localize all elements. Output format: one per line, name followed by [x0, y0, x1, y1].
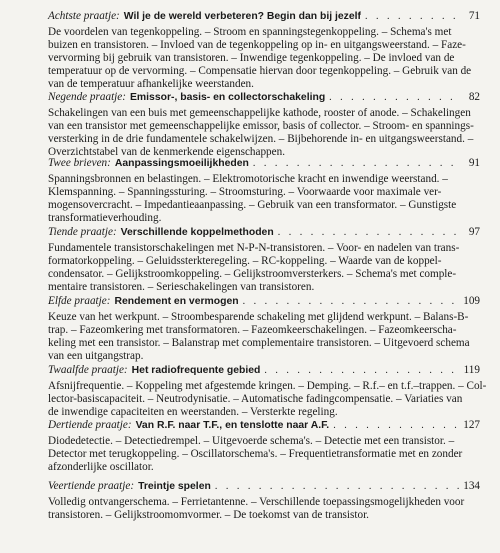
chapter-summary	[48, 173, 480, 225]
toc-entry	[48, 157, 480, 225]
chapter-label: Tiende praatje:	[48, 226, 117, 238]
page-number: 91	[468, 157, 480, 169]
summary-line: lector-basiscapaciteit. – Neutrodynisatie. – Automatische fadingcompensatie. – Variaties van	[48, 392, 463, 405]
page-number: 97	[468, 226, 480, 238]
summary-line: Spanningsbronnen en belastingen. – Elektromotorische kracht en inwendige weerstand. –	[48, 173, 448, 185]
summary-line: Keuze van het werkpunt. – Stroombesparende schakeling met glijdend werkpunt. – Balans-B-	[48, 311, 469, 323]
summary-line: keling met een transistor. – Balanstrap met complementaire transistoren. – Uitgevoerd schema	[48, 336, 470, 349]
dot-leader	[365, 10, 459, 23]
chapter-label: Elfde praatje:	[48, 295, 111, 307]
chapter-title: Van R.F. naar T.F., en tenslotte naar A.F.	[135, 420, 330, 431]
dot-leader	[253, 157, 459, 170]
chapter-title: Emissor-, basis- en collectorschakeling	[129, 92, 326, 103]
page-number: 71	[468, 10, 480, 22]
chapter-summary	[48, 311, 480, 363]
summary-line: Klemspanning. – Spanningssturing. – Stroomsturing. – Voorwaarde voor maximale ver-	[48, 185, 442, 198]
chapter-title: Aanpassingsmoeilijkheden	[114, 158, 249, 169]
chapter-label: Dertiende praatje:	[48, 419, 132, 431]
toc-entry	[48, 10, 480, 91]
dot-leader	[215, 480, 459, 493]
toc-entry	[48, 91, 480, 159]
summary-line: vervorming bij gebruik van transistoren. – Inwendige tegenkoppeling. – De invloed van de	[48, 51, 455, 64]
toc-entry-heading	[48, 226, 480, 239]
toc-entry	[48, 364, 487, 419]
page-number: 109	[463, 295, 480, 307]
chapter-summary	[48, 496, 480, 522]
toc-entry-heading	[48, 364, 480, 377]
chapter-label: Twaalfde praatje:	[48, 364, 128, 376]
chapter-title: Treintje spelen	[138, 481, 211, 492]
summary-line: Diodedetectie. – Detectiedrempel. – Uitgevoerde schema's. – Detectie met een transistor. –	[48, 435, 455, 447]
chapter-summary	[48, 380, 487, 419]
chapter-label: Negende praatje:	[48, 91, 126, 103]
chapter-summary	[48, 107, 480, 159]
summary-line: Detector met terugkoppeling. – Oscillatorschema's. – Frequentietransformatie met en zonder	[48, 447, 463, 460]
chapter-title: Verschillende koppelmethoden	[120, 227, 274, 238]
summary-line: Afsnijfrequentie. – Koppeling met afgestemde kringen. – Demping. – R.f.– en t.f.–trappen. – Col-	[48, 380, 487, 392]
chapter-summary	[48, 242, 480, 294]
summary-line: van een uitgangstrap.	[48, 349, 144, 362]
toc-entry	[48, 295, 480, 363]
chapter-label: Twee brieven:	[48, 157, 111, 169]
dot-leader	[329, 91, 459, 104]
summary-line: de inwendige capaciteiten en weerstanden. – Versterkte regeling.	[48, 405, 338, 418]
summary-line: transformatieverhouding.	[48, 211, 162, 224]
summary-line: condensator. – Gelijkstroomkoppeling. – Gelijkstroomversterkers. – Schema's met comple-	[48, 267, 457, 280]
chapter-summary	[48, 26, 480, 91]
summary-line: afzonderlijke oscillator.	[48, 460, 154, 473]
toc-entry	[48, 480, 480, 522]
summary-line: formatorkoppeling. – Geluidssterkteregeling. – RC-koppeling. – Waarde van de koppel-	[48, 254, 442, 267]
page-number: 82	[468, 91, 480, 103]
dot-leader	[333, 419, 459, 432]
toc-entry-heading	[48, 295, 480, 308]
chapter-label: Achtste praatje:	[48, 10, 120, 22]
toc-entry-heading	[48, 480, 480, 493]
page-number: 119	[463, 364, 480, 376]
summary-line: Fundamentele transistorschakelingen met N-P-N-transistoren. – Voor- en nadelen van trans-	[48, 242, 460, 254]
summary-line: versterking in de drie fundamentele schakelwijzen. – Bijbehorende in- en uitgangsweerstand. –	[48, 132, 474, 145]
page-number: 134	[463, 480, 480, 492]
chapter-title: Rendement en vermogen	[114, 296, 239, 307]
summary-line: temperatuur op de vervorming. – Compensatie hiervan door tegenkoppeling. – Gebruik van de	[48, 64, 472, 77]
summary-line: mentaire transistoren. – Serieschakelingen van transistoren.	[48, 280, 315, 293]
dot-leader	[278, 226, 459, 239]
summary-line: van een transistor met gemeenschappelijke emissor, basis of collector. – Stroom- en spannings-	[48, 119, 474, 132]
chapter-title: Wil je de wereld verbeteren? Begin dan bij jezelf	[123, 11, 362, 22]
summary-line: transistoren. – Gelijkstroomomvormer. – De toekomst van de transistor.	[48, 508, 369, 521]
summary-line: van de temperatuur afhankelijke weerstanden.	[48, 77, 254, 90]
toc-entry-heading	[48, 157, 480, 170]
chapter-title: Het radiofrequente gebied	[131, 365, 261, 376]
summary-line: Overzichtstabel van de kenmerkende eigenschappen.	[48, 145, 286, 158]
toc-entry	[48, 226, 480, 294]
summary-line: buizen en transistoren. – Invloed van de tegenkoppeling op in- en uitgangsweerstand. – Faze-	[48, 38, 466, 51]
dot-leader	[243, 295, 459, 308]
page-number: 127	[463, 419, 480, 431]
toc-entry-heading	[48, 10, 480, 23]
summary-line: mogensovercracht. – Impedantieaanpassing. – Gebruik van een transformator. – Gunstigste	[48, 198, 457, 211]
toc-entry-heading	[48, 91, 480, 104]
chapter-label: Veertiende praatje:	[48, 480, 135, 492]
summary-line: De voordelen van tegenkoppeling. – Stroom en spanningstegenkoppeling. – Schema's met	[48, 26, 452, 38]
chapter-summary	[48, 435, 480, 474]
toc-entry-heading	[48, 419, 480, 432]
toc-entry	[48, 419, 480, 474]
summary-line: Schakelingen van een buis met gemeenschappelijke kathode, rooster of anode. – Schakelingen	[48, 107, 471, 119]
summary-line: Volledig ontvangerschema. – Ferrietantenne. – Verschillende toepassingsmogelijkheden voor	[48, 496, 465, 508]
dot-leader	[264, 364, 459, 377]
summary-line: trap. – Fazeomkering met transformatoren. – Fazeomkeerschakelingen. – Fazeomkeerscha-	[48, 323, 457, 336]
